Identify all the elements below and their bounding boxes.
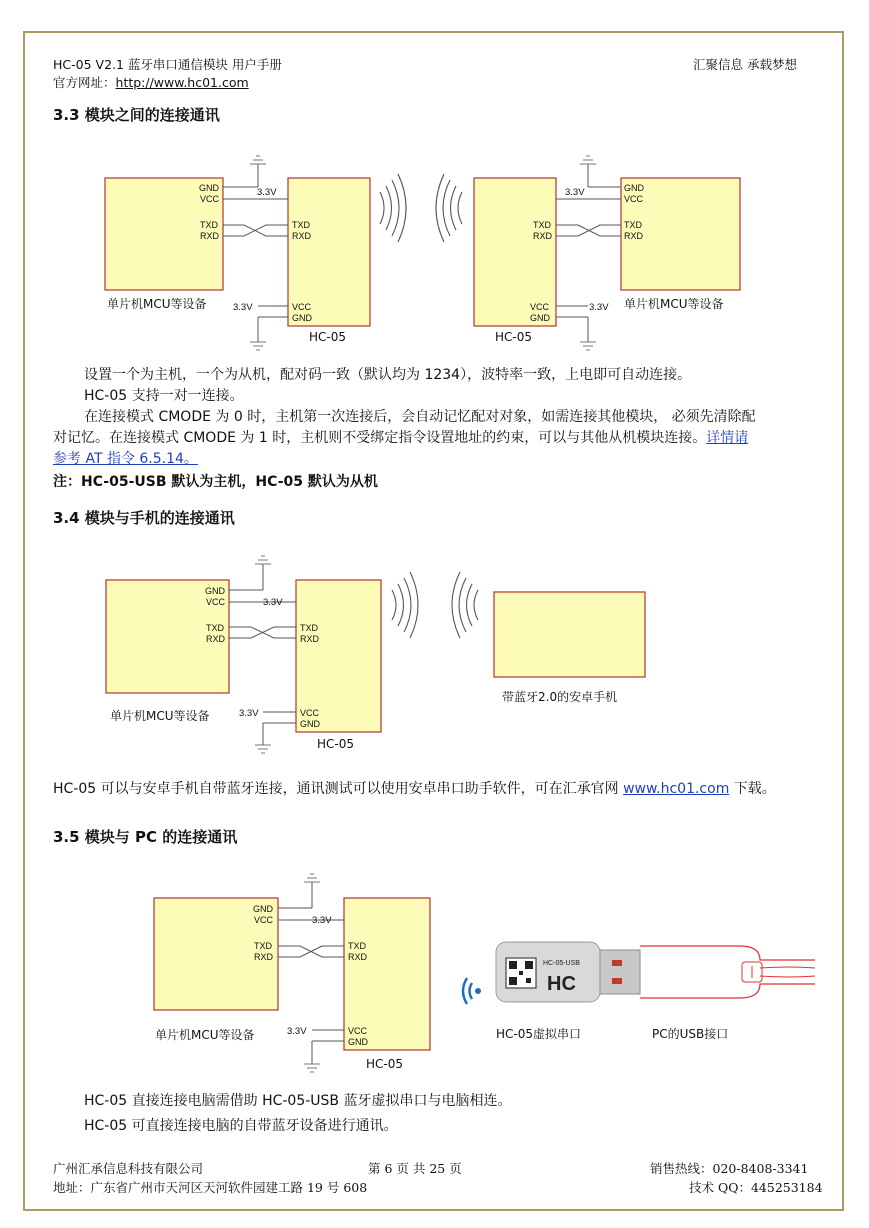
pin-rxd-m: RXD — [292, 231, 312, 241]
page-suffix: 页 — [445, 1161, 462, 1176]
s34-para — [53, 779, 776, 799]
hc01-link[interactable]: www.hc01.com — [623, 781, 730, 797]
s34-para-tail: 下载。 — [729, 781, 776, 797]
s33-para3b — [53, 428, 748, 448]
pin-txd-r2: TXD — [624, 220, 642, 230]
pin-rxd-r: RXD — [533, 231, 553, 241]
v33-label: 3.3V — [565, 187, 585, 198]
s33-para3a: 在连接模式 CMODE 为 0 时，主机第一次连接后，会自动记忆配对对象，如需连接其他模块， 必须先清除配 — [84, 409, 756, 425]
footer-hotline: 销售热线：020-8408-3341 — [650, 1161, 809, 1176]
site-line — [53, 73, 249, 91]
hc05-label: HC-05 — [317, 737, 355, 751]
v33-label: 3.3V — [263, 597, 283, 608]
s33-para2: HC-05 支持一对一连接。 — [84, 388, 244, 404]
pin-vcc-m: VCC — [292, 302, 312, 312]
usb-tag: HC-05-USB — [543, 960, 580, 967]
pin-gnd-m: GND — [292, 313, 312, 323]
footer-qq: 技术 QQ：445253184 — [689, 1180, 823, 1195]
v33-label: 3.3V — [589, 302, 609, 313]
s33-para1: 设置一个为主机，一个为从机，配对码一致（默认均为 1234），波特率一致，上电即可自动连接。 — [84, 367, 692, 383]
pin-rxd-r2: RXD — [624, 231, 644, 241]
page-current: 6 — [384, 1161, 393, 1176]
pin-txd-m: TXD — [348, 941, 366, 951]
section-3-5-heading: 3.5 模块与 PC 的连接通讯 — [53, 828, 238, 846]
pin-vcc-m: VCC — [348, 1026, 368, 1036]
section-3-4-heading: 3.4 模块与手机的连接通讯 — [53, 509, 235, 527]
page-total: 25 — [429, 1161, 446, 1176]
diagram-module-to-phone — [0, 550, 869, 760]
hc05-label-left: HC-05 — [309, 330, 347, 344]
pin-txd: TXD — [254, 941, 272, 951]
pc-usb-port-icon — [640, 946, 815, 998]
s35-para1: HC-05 直接连接电脑需借助 HC-05-USB 蓝牙虚拟串口与电脑相连。 — [84, 1093, 512, 1109]
pin-txd-r: TXD — [533, 220, 551, 230]
pin-vcc: VCC — [254, 915, 274, 925]
s33-note: 注：HC-05-USB 默认为主机，HC-05 默认为从机 — [53, 474, 378, 490]
pin-txd: TXD — [206, 623, 224, 633]
pin-txd-m: TXD — [300, 623, 318, 633]
pin-gnd-m: GND — [300, 719, 320, 729]
at-ref-link[interactable]: 详情请 — [706, 430, 749, 446]
pin-gnd: GND — [205, 586, 225, 596]
usb-dongle-icon — [496, 942, 640, 1002]
brand-slogan: 汇聚信息 承载梦想 — [693, 57, 797, 72]
pc-usb-label: PC的USB接口 — [652, 1027, 729, 1041]
pin-txd-m: TXD — [292, 220, 310, 230]
mcu-label-left: 单片机MCU等设备 — [107, 297, 207, 311]
pin-rxd: RXD — [206, 634, 226, 644]
site-label: 官方网址： — [53, 75, 116, 90]
footer-address: 地址：广东省广州市天河区天河软件园建工路 19 号 608 — [53, 1180, 368, 1195]
pin-rxd-m: RXD — [300, 634, 320, 644]
pin-vcc-m: VCC — [300, 708, 320, 718]
diagram-module-to-pc — [0, 870, 869, 1080]
v33-label: 3.3V — [312, 915, 332, 926]
pin-rxd: RXD — [200, 231, 220, 241]
mcu-label: 单片机MCU等设备 — [155, 1028, 255, 1042]
signal-icon — [463, 978, 481, 1004]
diagram-module-to-module — [0, 150, 869, 360]
pin-vcc: VCC — [200, 194, 220, 204]
hc05-label-right: HC-05 — [495, 330, 533, 344]
phone-label: 带蓝牙2.0的安卓手机 — [502, 690, 618, 704]
doc-title: HC-05 V2.1 蓝牙串口通信模块 用户手册 — [53, 57, 282, 72]
usb-serial-label: HC-05虚拟串口 — [496, 1027, 582, 1041]
pin-gnd: GND — [253, 904, 273, 914]
pin-vcc: VCC — [206, 597, 226, 607]
pin-vcc-r: VCC — [530, 302, 550, 312]
pin-gnd-r2: GND — [624, 183, 644, 193]
pin-gnd: GND — [199, 183, 219, 193]
site-url-link[interactable]: http://www.hc01.com — [115, 75, 249, 90]
section-3-3-heading: 3.3 模块之间的连接通讯 — [53, 106, 220, 124]
pin-rxd-m: RXD — [348, 952, 368, 962]
pin-txd: TXD — [200, 220, 218, 230]
mcu-label: 单片机MCU等设备 — [110, 709, 210, 723]
s33-para3b-text: 对记忆。在连接模式 CMODE 为 1 时，主机则不受绑定指令设置地址的约束，可以与其他从机模块连接。 — [53, 430, 707, 446]
v33-label: 3.3V — [233, 302, 253, 313]
phone-box — [494, 592, 645, 677]
mcu-label-right: 单片机MCU等设备 — [624, 297, 724, 311]
at-ref-link-cont[interactable]: 参考 AT 指令 6.5.14。 — [53, 451, 198, 467]
pin-vcc-r2: VCC — [624, 194, 644, 204]
v33-label: 3.3V — [287, 1026, 307, 1037]
hc05-label: HC-05 — [366, 1057, 404, 1071]
s35-para2: HC-05 可直接连接电脑的自带蓝牙设备进行通讯。 — [84, 1118, 398, 1134]
footer-company: 广州汇承信息科技有限公司 — [53, 1161, 204, 1176]
page-mid: 页 共 — [392, 1161, 430, 1176]
s34-para-text: HC-05 可以与安卓手机自带蓝牙连接，通讯测试可以使用安卓串口助手软件，可在汇承官网 — [53, 781, 624, 797]
pin-rxd: RXD — [254, 952, 274, 962]
usb-logo: HC — [547, 973, 576, 995]
v33-label: 3.3V — [257, 187, 277, 198]
page-prefix: 第 — [368, 1161, 385, 1176]
pin-gnd-r: GND — [530, 313, 550, 323]
v33-label: 3.3V — [239, 708, 259, 719]
footer-page — [368, 1159, 462, 1177]
pin-gnd-m: GND — [348, 1037, 368, 1047]
